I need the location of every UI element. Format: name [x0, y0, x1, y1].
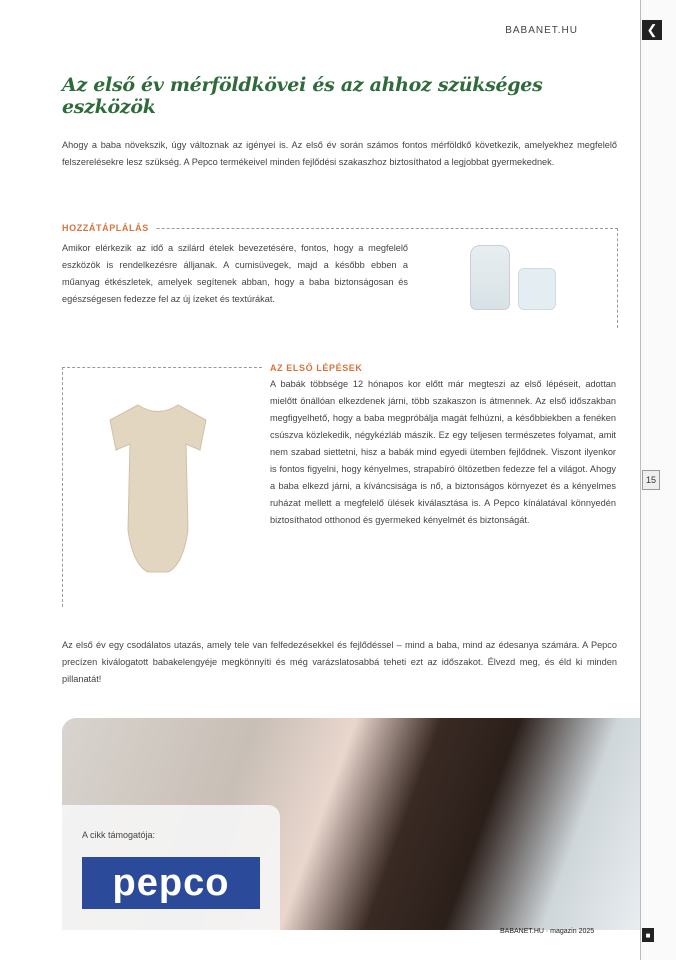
page-number-tab[interactable]: 15 — [642, 470, 660, 490]
sponsor-label: A cikk támogatója: — [82, 830, 156, 840]
sponsor-box — [62, 805, 280, 930]
site-name: BABANET.HU — [505, 25, 578, 36]
baby-bodysuit-image — [108, 400, 208, 580]
section-text-first-steps: A babák többsége 12 hónapos kor előtt már megteszi az első lépéseit, adottan mielőtt önállóan elkezdenek járni, több szakaszon is átmennek. Az első időszakban megfigyelhető, hogy a baba megpróbálja magát felhúzni, a későbbiekben a fenéken csúszva közlekedik, négykézláb mászik. Ez egy teljesen természetes folyamat, amit nem szabad siettetni, hisz a babák mind egyedi ütemben fejlődnek. Viszont ilyenkor is fontos figyelni, hogy kényelmes, strapabíró öltözetben fedezze fel a világot. Ahogy a baba elkezd járni, a kíváncsisága is nő, a biztonságos környezet és a kényelmes ruházat mellett a megfelelő ülések kiválasztása is. A Pepco kínálatával könnyedén biztosíthatod otthonod és gyermeked kényelmét és biztonságát. — [270, 379, 616, 525]
bottom-marker-icon: ■ — [642, 928, 654, 942]
section-text-feeding: Amikor elérkezik az idő a szilárd ételek bevezetésére, fontos, hogy a megfelelő eszközök is rendelkezésre álljanak. A cumisüvegek, majd a később ebben a műanyag étkészletek, amelyek segítenek abban, hogy a baba biztonságosan és egészségesen fedezze fel az új ízeket és textúrákat. — [62, 243, 408, 304]
page-title: Az első év mérföldkövei és az ahhoz szükséges eszközök — [62, 74, 543, 118]
section-heading-feeding: HOZZÁTÁPLÁLÁS — [62, 223, 155, 233]
footer-text: BABANET.HU · magazin 2025 — [500, 928, 595, 935]
pepco-logo[interactable]: pepco — [82, 857, 260, 909]
outro-paragraph: Az első év egy csodálatos utazás, amely tele van felfedezésekkel és fejlődéssel – mind a baba, mind az édesanya számára. A Pepco precízen kiválogatott babakelengyéje megkönnyíti és még varázslatosabbá teheti ezt az időszakot. Élvezd meg, és éld ki minden pillanatát! — [62, 640, 617, 684]
baby-bottle-image — [470, 245, 510, 310]
intro-paragraph: Ahogy a baba növekszik, úgy változnak az igényei is. Az első év során számos fontos mérföldkő következik, amelyekhez megfelelő felszerelésekre lesz szükség. A Pepco termékeivel minden fejlődési szakaszhoz biztosíthatod a legjobbat gyermekednek. — [62, 140, 617, 167]
section-heading-first-steps: AZ ELSŐ LÉPÉSEK — [270, 363, 369, 373]
baby-cup-image — [518, 268, 556, 310]
back-arrow-icon[interactable]: ❮ — [642, 20, 662, 40]
